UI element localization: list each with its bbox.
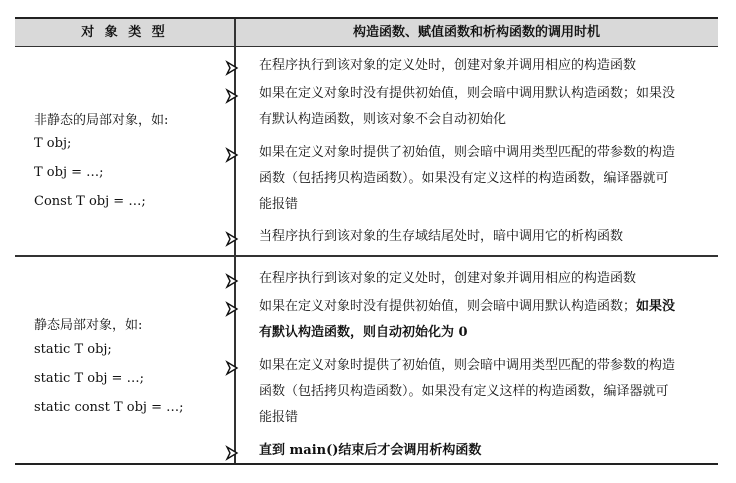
row-divider [15, 255, 718, 257]
table-header [15, 19, 718, 47]
header-call-timing: 构造函数、赋值函数和析构函数的调用时机 [352, 25, 600, 40]
arrowhead-bullet-icon [225, 359, 239, 377]
row2-type-example: static T obj; [34, 342, 112, 357]
arrowhead-bullet-icon [225, 59, 239, 77]
row2-type-title: 静态局部对象，如: [34, 318, 143, 333]
row1-type-example: Const T obj = …; [34, 194, 146, 209]
row2-type-example: static T obj = …; [34, 371, 144, 386]
arrowhead-bullet-icon [225, 300, 239, 318]
row1-type-example: T obj = …; [34, 165, 104, 180]
arrowhead-bullet-icon [225, 444, 239, 462]
arrowhead-bullet-icon [225, 87, 239, 105]
arrowhead-bullet-icon [225, 272, 239, 290]
row1-type-title: 非静态的局部对象，如: [34, 113, 169, 128]
row2-type-example: static const T obj = …; [34, 400, 184, 415]
row1-type-example: T obj; [34, 136, 72, 151]
arrowhead-bullet-icon [225, 230, 239, 248]
timing-table: 对 象 类 型 构造函数、赋值函数和析构函数的调用时机 非静态的局部对象，如: T obj; T obj = …; Const T obj = …; 在程序执行到该对象的定义处时，创建对象并调用相应的构造函数 如果在定义对象时没有提供初始值，则会暗中调用默认构造函数；如果没 有默认构造函数，则该对象不会自动初始化 如果在定义对象时提供了初始值，则会暗中调用类型匹配的带参数的构造 函数（包括拷贝构造函数）。如果没有定义这样的构造函数，编译器就可 能报错 当程序执行到该对象的生存域结尾处时，暗中调用它的析构函数 静态局部对象，如: static T obj; static T obj = …; static const T obj = …; 在程序执行到该对象的定义处时，创建对象并调用相应的构造函数 如果在定义对象时没有提供初始值，则会暗中调用默认构造函数；如果没 有默认构造函数，则自动初始化为 0 如果在定义对象时提供了初始值，则会暗中调用类型匹配的带参数的构造 函数（包括拷贝构造函数）。如果没有定义这样的构造函数，编译器就可 能报错 直到 main()结束后才会调用析构函数 [15, 17, 718, 465]
arrowhead-bullet-icon [225, 146, 239, 164]
header-object-type: 对 象 类 型 [81, 25, 168, 40]
